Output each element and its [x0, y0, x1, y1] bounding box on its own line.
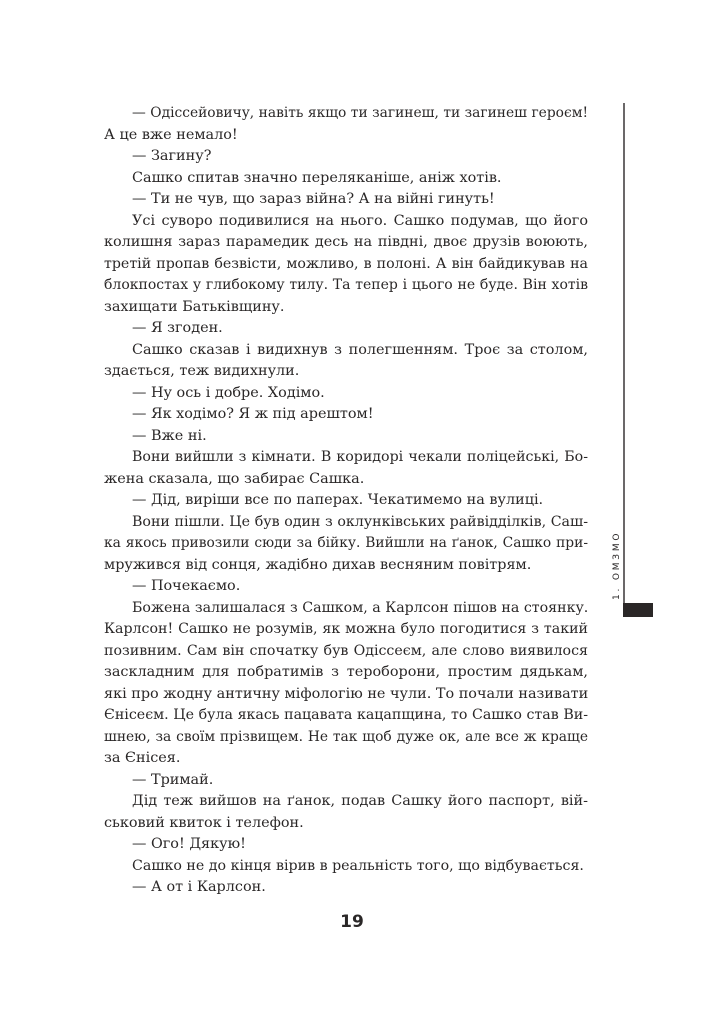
body-text [104, 103, 588, 899]
text-line: захищати Батьківщину. [104, 298, 285, 315]
text-line: — Як ходімо? Я ж під арештом! [132, 406, 374, 422]
text-line: — Почекаємо. [132, 578, 241, 594]
text-line: мружився від сонця, жадібно дихав весняним повітрям. [104, 556, 532, 573]
text-line: Дід теж вийшов на ґанок, подав Сашку його паспорт, вій- [132, 793, 588, 809]
text-line: Вони пішли. Це був один з оклунківських райвідділків, Саш- [132, 513, 588, 530]
text-line: — Дід, виріши все по паперах. Чекатимемо на вулиці. [132, 492, 544, 508]
text-line: позивним. Сам він спочатку був Одіссеєм, але слово виявилося [104, 642, 588, 659]
text-line: Сашко не до кінця вірив в реальність того, що відбувається. [132, 857, 584, 874]
text-line: Сашко сказав і видихнув з полегшенням. Троє за столом, [132, 341, 588, 358]
text-line: — А от і Карлсон. [132, 879, 266, 895]
text-line: Вони вийшли з кімнати. В коридорі чекали поліцейські, Бо- [132, 449, 588, 465]
text-line: шнею, за своїм прізвищем. Не так щоб дуже ок, але все ж краще [104, 728, 588, 745]
text-line: за Єнісея. [104, 750, 181, 766]
text-line: — Вже ні. [132, 427, 207, 444]
text-line: — Загину? [132, 148, 212, 164]
text-line: Сашко спитав значно переляканіше, аніж хотів. [132, 169, 502, 186]
text-line: третій пропав безвісти, можливо, в полоні. А він байдикував на [104, 255, 588, 272]
text-line: Усі суворо подивилися на нього. Сашко подумав, що його [132, 212, 588, 229]
text-line: — Ти не чув, що зараз війна? А на війні гинуть! [132, 191, 495, 207]
text-line: жена сказала, що забирає Сашка. [104, 470, 365, 487]
text-line: ка якось привозили сюди за бійку. Вийшли на ґанок, Сашко при- [104, 535, 588, 551]
text-line: А це вже немало! [104, 126, 238, 143]
text-line: — Тримай. [132, 771, 214, 788]
text-line: заскладним для побратимів з тероборони, простим дядькам, [104, 664, 588, 680]
text-line: блокпостах у глибокому тилу. Та тепер і цього не буде. Він хотів [104, 277, 588, 293]
text-line: — Я згоден. [132, 320, 223, 336]
text-line: ськовий квиток і телефон. [104, 814, 304, 831]
text-line: — Ого! Дякую! [132, 836, 246, 852]
text-line: Божена залишалася з Сашком, а Карлсон пішов на стоянку. [132, 599, 589, 616]
chapter-marker-bar [623, 603, 653, 617]
text-line: — Одіссейовичу, навіть якщо ти загинеш, ти загинеш героєм! [132, 105, 588, 121]
text-line: які про жодну античну міфологію не чули. То почали називати [104, 685, 589, 702]
margin-rule [623, 103, 625, 603]
text-line: Карлсон! Сашко не розумів, як можна було погодитися з такий [104, 621, 588, 637]
text-line: Єнісеєм. Це була якась пацавата кацапщина, то Сашко став Ви- [104, 707, 588, 723]
text-line: — Ну ось і добре. Ходімо. [132, 384, 325, 401]
page-number: 19 [340, 912, 364, 932]
text-line: здається, теж видихнули. [104, 363, 300, 379]
text-line: колишня зараз парамедик десь на півдні, двоє друзів воюють, [104, 234, 588, 250]
running-head: 1. ОМЗМО [612, 530, 622, 600]
